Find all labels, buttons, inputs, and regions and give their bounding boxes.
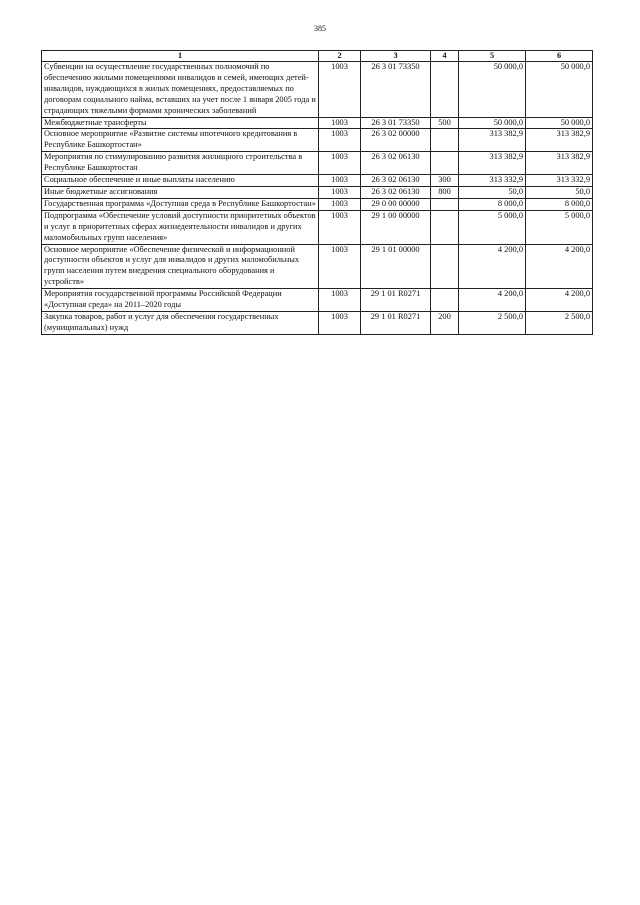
row-target-code: 29 0 00 00000 [361,198,431,210]
row-expense-type: 300 [431,175,459,187]
row-amount-year1: 313 332,9 [459,175,526,187]
column-header: 2 [319,51,361,62]
row-expense-type [431,62,459,118]
row-name: Социальное обеспечение и иные выплаты населению [42,175,319,187]
row-section-code: 1003 [319,117,361,129]
column-header: 5 [459,51,526,62]
row-target-code: 26 3 02 06130 [361,152,431,175]
row-expense-type [431,210,459,244]
row-name: Иные бюджетные ассигнования [42,186,319,198]
column-header: 4 [431,51,459,62]
row-amount-year2: 50,0 [526,186,593,198]
table-row [42,129,593,152]
row-amount-year1: 5 000,0 [459,210,526,244]
table-row [42,244,593,289]
row-amount-year1: 50 000,0 [459,62,526,118]
row-section-code: 1003 [319,311,361,334]
row-amount-year2: 50 000,0 [526,117,593,129]
table-body [42,62,593,335]
table-row [42,198,593,210]
row-target-code: 26 3 02 06130 [361,175,431,187]
row-amount-year1: 313 382,9 [459,152,526,175]
row-expense-type [431,198,459,210]
row-amount-year1: 4 200,0 [459,244,526,289]
table-row [42,62,593,118]
row-name: Основное мероприятие «Развитие системы ипотечного кредитования в Республике Башкортостан» [42,129,319,152]
row-amount-year2: 5 000,0 [526,210,593,244]
table-row [42,117,593,129]
budget-table [41,50,593,335]
row-target-code: 26 3 02 00000 [361,129,431,152]
row-name: Основное мероприятие «Обеспечение физической и информационной доступности объектов и услуг для инвалидов и других маломобильных групп населения путем внедрения специального оборудования и устройств» [42,244,319,289]
row-name: Мероприятия государственной программы Российской Федерации «Доступная среда» на 2011–2020 годы [42,289,319,312]
row-amount-year2: 313 332,9 [526,175,593,187]
row-section-code: 1003 [319,210,361,244]
row-amount-year1: 4 200,0 [459,289,526,312]
page-number: 385 [314,24,326,33]
row-amount-year2: 2 500,0 [526,311,593,334]
row-expense-type: 200 [431,311,459,334]
row-section-code: 1003 [319,129,361,152]
row-amount-year1: 8 000,0 [459,198,526,210]
row-amount-year1: 2 500,0 [459,311,526,334]
row-section-code: 1003 [319,289,361,312]
row-amount-year2: 313 382,9 [526,152,593,175]
row-name: Субвенции на осуществление государственных полномочий по обеспечению жилыми помещениями инвалидов и семей, имеющих детей-инвалидов, нуждающихся в жилых помещениях, предоставляемых по договорам социального найма, вставших на учет после 1 января 2005 года и страдающих тяжелыми формами хронических заболеваний [42,62,319,118]
row-amount-year1: 50 000,0 [459,117,526,129]
row-target-code: 29 1 01 R0271 [361,289,431,312]
row-name: Мероприятия по стимулированию развития жилищного строительства в Республике Башкортостан [42,152,319,175]
table-row [42,289,593,312]
row-amount-year1: 50,0 [459,186,526,198]
row-amount-year2: 313 382,9 [526,129,593,152]
row-amount-year2: 8 000,0 [526,198,593,210]
table-row [42,175,593,187]
row-section-code: 1003 [319,244,361,289]
row-amount-year2: 4 200,0 [526,244,593,289]
column-header: 1 [42,51,319,62]
row-expense-type [431,152,459,175]
row-expense-type [431,289,459,312]
row-section-code: 1003 [319,152,361,175]
table-row [42,152,593,175]
row-amount-year2: 4 200,0 [526,289,593,312]
row-name: Закупка товаров, работ и услуг для обеспечения государственных (муниципальных) нужд [42,311,319,334]
column-header: 6 [526,51,593,62]
row-name: Государственная программа «Доступная среда в Республике Башкортостан» [42,198,319,210]
row-amount-year2: 50 000,0 [526,62,593,118]
row-section-code: 1003 [319,62,361,118]
table-row [42,186,593,198]
row-name: Подпрограмма «Обеспечение условий доступности приоритетных объектов и услуг в приоритетных сферах жизнедеятельности инвалидов и других маломобильных групп населения» [42,210,319,244]
row-target-code: 29 1 01 00000 [361,244,431,289]
row-target-code: 29 1 01 R0271 [361,311,431,334]
table-row [42,311,593,334]
table-row [42,210,593,244]
table-header-row [42,51,593,62]
row-target-code: 26 3 01 73350 [361,117,431,129]
row-section-code: 1003 [319,198,361,210]
row-section-code: 1003 [319,175,361,187]
row-expense-type: 500 [431,117,459,129]
row-section-code: 1003 [319,186,361,198]
row-name: Межбюджетные трансферты [42,117,319,129]
row-target-code: 26 3 01 73350 [361,62,431,118]
column-header: 3 [361,51,431,62]
row-amount-year1: 313 382,9 [459,129,526,152]
row-expense-type [431,244,459,289]
row-target-code: 29 1 00 00000 [361,210,431,244]
row-expense-type: 800 [431,186,459,198]
row-expense-type [431,129,459,152]
row-target-code: 26 3 02 06130 [361,186,431,198]
